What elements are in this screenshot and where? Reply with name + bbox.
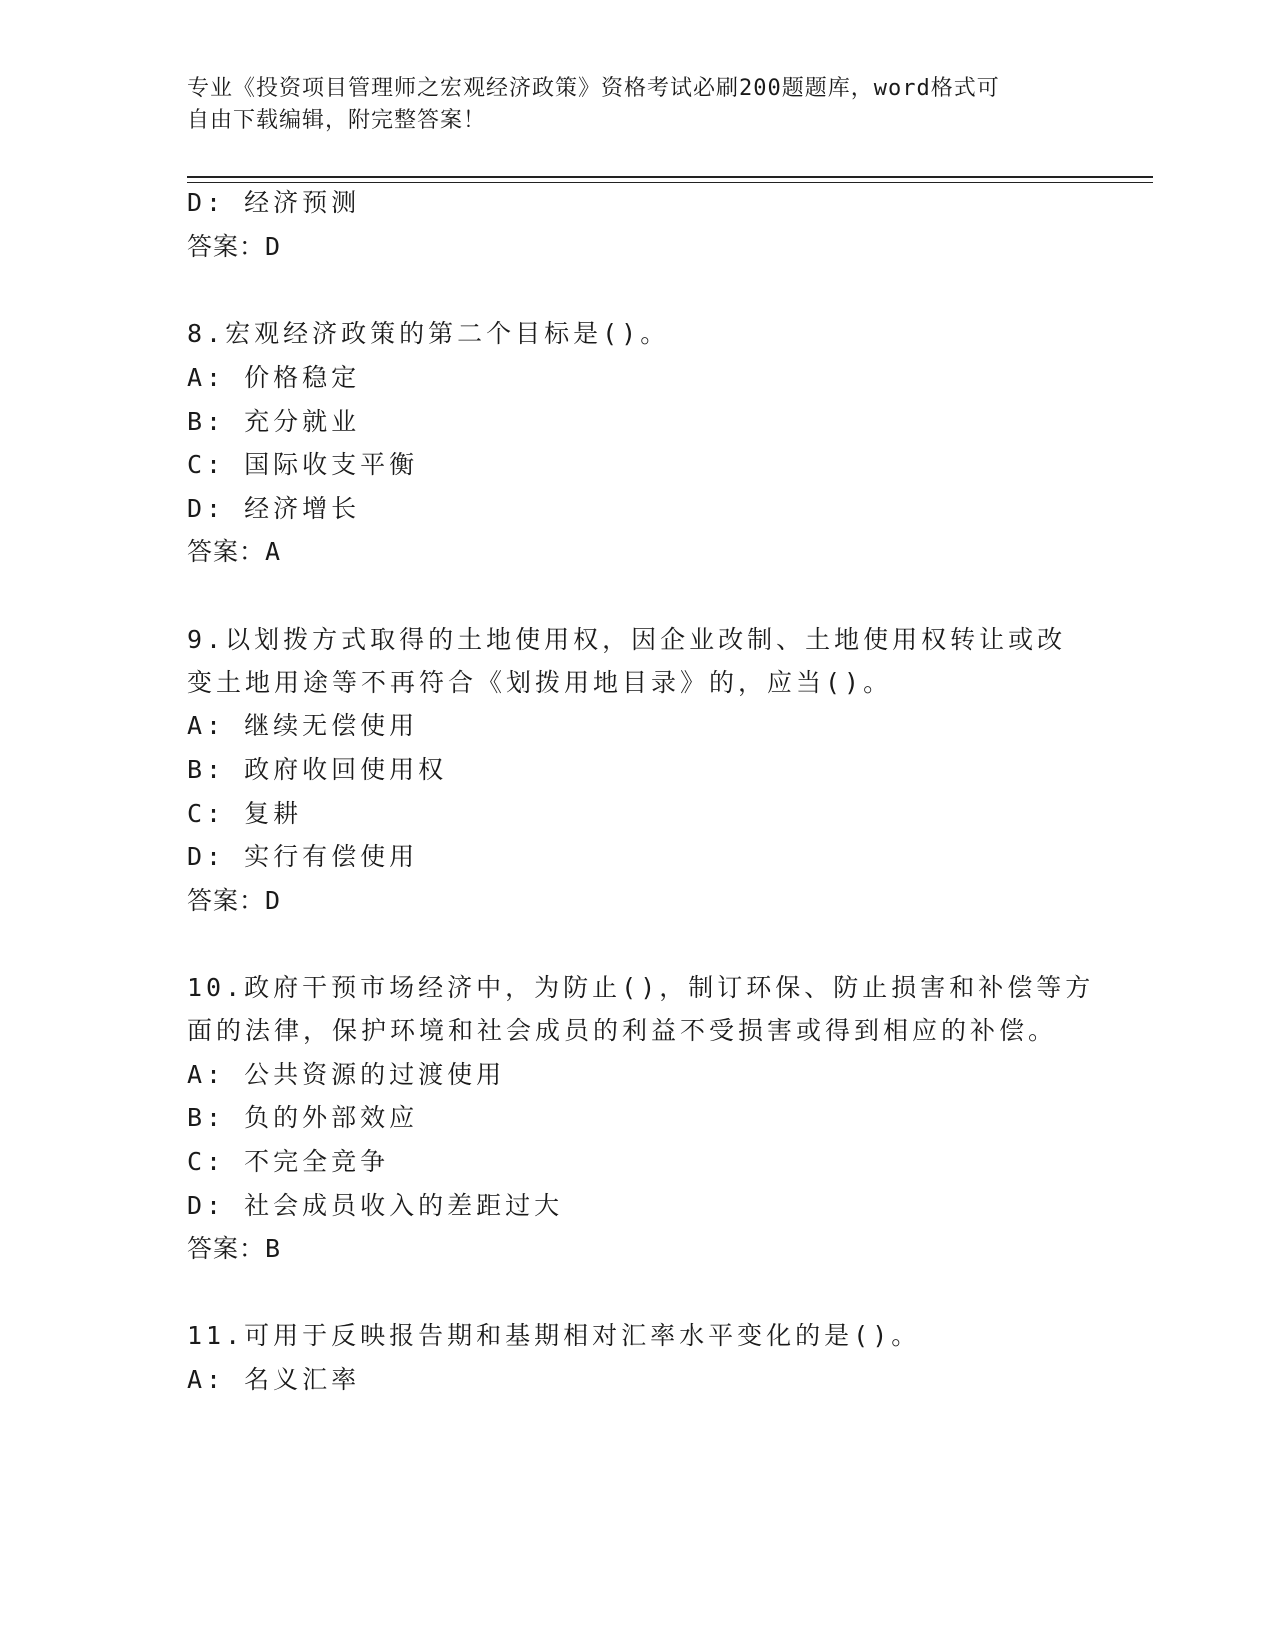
question-stem: 面的法律，保护环境和社会成员的利益不受损害或得到相应的补偿。	[187, 1016, 1058, 1045]
header-rule-thin	[187, 182, 1153, 183]
document-header	[187, 73, 1067, 137]
option-d: D: 社会成员收入的差距过大	[187, 1191, 564, 1220]
option-a: A: 名义汇率	[187, 1365, 361, 1394]
question-stem: 11.可用于反映报告期和基期相对汇率水平变化的是()。	[187, 1321, 921, 1350]
answer: 答案：B	[187, 1234, 282, 1263]
option-c: C: 复耕	[187, 799, 303, 828]
option-a: A: 继续无偿使用	[187, 711, 419, 740]
option-a: A: 价格稳定	[187, 363, 361, 392]
option-a: A: 公共资源的过渡使用	[187, 1060, 506, 1089]
question-stem: 变土地用途等不再符合《划拨用地目录》的，应当()。	[187, 668, 893, 697]
question-stem: 10.政府干预市场经济中，为防止()，制订环保、防止损害和补偿等方	[187, 973, 1095, 1002]
option-d: D: 实行有偿使用	[187, 842, 419, 871]
answer: 答案：A	[187, 537, 282, 566]
option-b: B: 充分就业	[187, 407, 361, 436]
question-stem: 8.宏观经济政策的第二个目标是()。	[187, 319, 670, 348]
option-c: C: 不完全竞争	[187, 1147, 390, 1176]
option-c: C: 国际收支平衡	[187, 450, 419, 479]
question-stem: 9.以划拨方式取得的土地使用权，因企业改制、土地使用权转让或改	[187, 625, 1067, 654]
option-d: D: 经济增长	[187, 494, 361, 523]
header-line-1: 专业《投资项目管理师之宏观经济政策》资格考试必刷200题题库，word格式可	[187, 76, 1000, 101]
header-rule-thick	[187, 176, 1153, 178]
answer: 答案：D	[187, 886, 282, 915]
header-line-2: 自由下载编辑，附完整答案！	[187, 108, 487, 133]
option-b: B: 政府收回使用权	[187, 755, 448, 784]
answer: 答案：D	[187, 232, 282, 261]
option-d: D: 经济预测	[187, 188, 361, 217]
option-b: B: 负的外部效应	[187, 1103, 419, 1132]
